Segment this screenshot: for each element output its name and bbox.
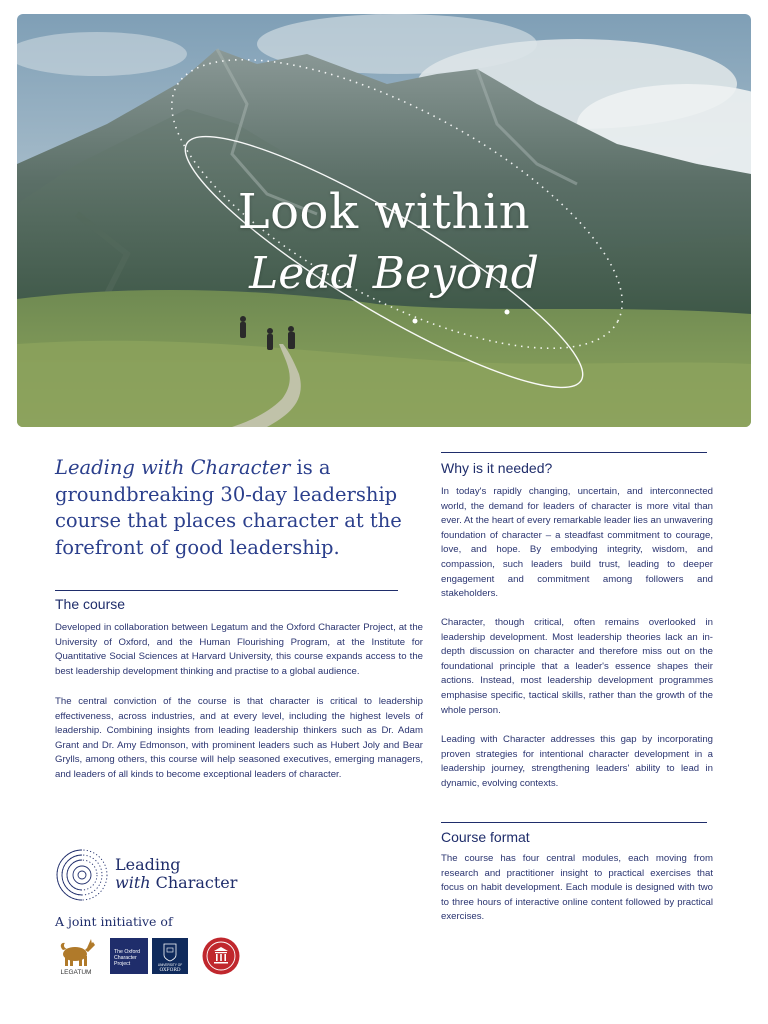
logo-line-2: [115, 874, 237, 892]
ocp-line-3: Project: [114, 961, 131, 967]
hero-headline: Look within: [237, 184, 531, 240]
joint-initiative-label: A joint initiative of: [55, 914, 173, 929]
legatum-wordmark: LEGATUM: [60, 969, 92, 976]
ocp-line-2: Character: [114, 955, 137, 961]
hero-banner: [17, 14, 751, 427]
format-divider: [441, 822, 707, 823]
legatum-logo: [55, 936, 97, 976]
logo-character: Character: [150, 873, 238, 892]
oxford-line-2: OXFORD: [159, 968, 181, 973]
oxford-character-project-logo: [110, 938, 148, 974]
intro-description: is a groundbreaking 30-day leadership course that places character at the forefront of good leadership.: [55, 456, 402, 559]
why-divider: [441, 452, 707, 453]
course-paragraph-2: The central conviction of the course is that character is critical to leadership effectiveness, across industries, and at every level, including the highest levels of leadership. Combining insights from leading leadership thinkers such as Dr. Adam Grant and Dr. Amy Edmonson, with prominent leaders such as Hubert Joly and Bear Grylls, among others, this course will help seasoned executives, emerging managers, and leaders of all kinds to become exceptional leaders of character.: [55, 696, 423, 780]
course-divider: [55, 590, 398, 591]
course-paragraph-1: Developed in collaboration between Legatum and the Oxford Character Project, at the University of Oxford, and the Human Flourishing Program, at the Institute for Quantitative Social Sciences at Harvard University, this course expands access to the best leadership development thinking and practise to a global audience.: [55, 622, 423, 677]
logo-with: with: [115, 873, 151, 892]
ocp-line-1: The Oxford: [114, 949, 140, 955]
logo-wordmark: [115, 856, 237, 892]
logo-line-1: Leading: [115, 855, 181, 874]
intro-course-name: Leading with Character: [55, 456, 291, 479]
course-heading: The course: [55, 596, 126, 612]
intro-statement: [55, 455, 405, 561]
why-paragraph-3: Leading with Character addresses this gap by incorporating proven strategies for intentional character development in a leadership journey, strengthening leaders' ability to lead in dynamic, evolving contexts.: [441, 734, 713, 789]
hero-subheadline: Lead Beyond: [249, 248, 539, 299]
human-flourishing-program-seal-logo: [201, 937, 241, 975]
why-heading: Why is it needed?: [441, 460, 553, 476]
format-paragraph: The course has four central modules, each moving from research and practitioner insight to practical exercises that focus on habit development. Each module is designed with two to three hours of interactive online content followed by practical exercises.: [441, 853, 713, 923]
format-heading: Course format: [441, 829, 530, 845]
why-paragraph-2: Character, though critical, often remains overlooked in leadership development. Most leadership theories lack an in-depth discussion on character and therefore miss out on the foundational principle that a leader's essence shapes their actions. Instead, most leadership development programmes emphasise specific, tactical skills, rather than the growth of the whole person.: [441, 617, 713, 716]
why-paragraph-1: In today's rapidly changing, uncertain, and interconnected world, the demand for leaders of character is more vital than ever. At the heart of every remarkable leader lies an unwavering foundation of character – a steadfast commitment to courage, love, and hope. By embodying integrity, wisdom, and compassion, such leaders build trust, leading to deeper engagement and commitment among followers and stakeholders.: [441, 486, 713, 600]
oxford-line-1: UNIVERSITY OF: [157, 963, 183, 967]
university-of-oxford-logo: [152, 938, 188, 974]
